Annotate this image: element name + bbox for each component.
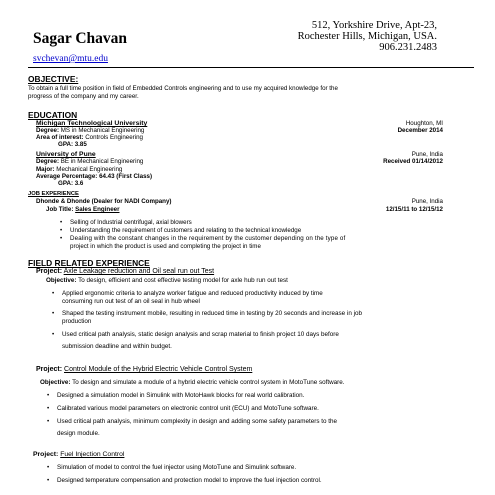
- project1-label: Project:: [36, 268, 63, 275]
- school2-major: Mechanical Engineering: [56, 166, 123, 173]
- school1-date: December 2014: [397, 127, 443, 134]
- address-line-2: Rochester Hills, Michigan, USA.: [297, 31, 437, 42]
- project2-bullet: • Calibrated various model parameters on electronic control unit (ECU) and MotoTune software.: [57, 405, 319, 413]
- school2-date: Received 01/14/2012: [383, 158, 443, 165]
- school2-gpa: GPA: 3.6: [58, 180, 84, 187]
- project3-bullet: • Simulation of model to control the fuel injector using MotoTune and Simulink software.: [57, 464, 296, 472]
- job-bullet: • Understanding the requirement of customers and relating to the technical knowledge: [70, 227, 301, 235]
- school1-location: Houghton, MI: [405, 120, 443, 127]
- project1-objective-label: Objective:: [46, 277, 77, 284]
- project3-title: Fuel Injection Control: [60, 451, 125, 458]
- school2-avg: 64.43 (First Class): [99, 173, 153, 180]
- education-heading: EDUCATION: [28, 110, 78, 120]
- job-heading: JOB EXPERIENCE: [28, 191, 79, 197]
- school2-location: Pune, India: [411, 151, 443, 158]
- project2-bullet: • Designed a simulation model in Simulink with MotoHawk blocks for real world calibration.: [57, 392, 304, 400]
- project1-bullet: • Shaped the testing instrument mobile, resulting in reduced time in testing by 20 seconds and increase in job: [62, 310, 362, 318]
- project2-bullet-continued: design module.: [57, 430, 100, 437]
- phone-number: 906.231.2483: [379, 42, 437, 53]
- school1-interest: Controls Engineering: [85, 134, 143, 141]
- job-bullet: • Selling of Industrial centrifugal, axial blowers: [70, 219, 192, 227]
- address-line-1: 512, Yorkshire Drive, Apt-23,: [311, 20, 437, 31]
- project1-bullet: • Applied ergonomic criteria to analyze worker fatigue and reduced productivity induced by time: [62, 290, 323, 298]
- job-title: Sales Engineer: [75, 206, 120, 213]
- school2-degree-label: Degree:: [36, 158, 60, 165]
- school2-major-label: Major:: [36, 166, 55, 173]
- school2-degree: BE in Mechanical Engineering: [60, 158, 144, 165]
- project3-bullet: • Designed temperature compensation and protection model to improve the fuel injection control.: [57, 477, 322, 485]
- objective-text-line1: To obtain a full time position in field of Embedded Controls engineering and to use my acquired knowledge for the: [28, 85, 338, 92]
- field-experience-heading: FIELD RELATED EXPERIENCE: [28, 258, 150, 268]
- objective-text-line2: progress of the company and my career.: [28, 93, 139, 100]
- project2-bullet: • Used critical path analysis, minimum complexity in design and adding some safety parameters to the: [57, 418, 337, 426]
- project1-bullet: • Used critical path analysis, static design analysis and scrap material to finish project 10 days before: [62, 331, 339, 339]
- job-company: Dhonde & Dhonde (Dealer for NADI Company): [36, 198, 172, 205]
- project1-title: Axle Leakage reduction and Oil seal run out Test: [63, 268, 215, 275]
- school1-name: Michigan Technological University: [36, 120, 148, 127]
- email-link[interactable]: svchevan@mtu.edu: [33, 54, 108, 64]
- school1-degree-label: Degree:: [36, 127, 60, 134]
- job-bullet-continued: project in which the product is used and completing the project in time: [70, 243, 261, 250]
- project1-bullet-continued: consuming run out test of an oil seal in hub wheel: [62, 298, 200, 305]
- project2-title: Control Module of the Hybrid Electric Vehicle Control System: [64, 366, 253, 373]
- project2-objective-label: Objective:: [40, 379, 71, 386]
- school2-avg-label: Average Percentage:: [36, 173, 98, 180]
- project1-bullet-continued: production: [62, 318, 92, 325]
- job-dates: 12/15/11 to 12/15/12: [385, 206, 443, 213]
- school1-interest-label: Area of interest:: [36, 134, 84, 141]
- header-divider: [28, 67, 474, 68]
- project2-label: Project:: [36, 366, 63, 373]
- project3-label: Project:: [33, 451, 59, 458]
- project1-objective: To design, efficient and cost effective testing model for axle hub run out test: [78, 277, 288, 284]
- school1-gpa: GPA: 3.85: [58, 141, 87, 148]
- job-location: Pune, India: [411, 198, 443, 205]
- project1-bullet-continued: submission deadline and within budget.: [62, 343, 172, 350]
- school2-name: University of Pune: [36, 151, 96, 158]
- candidate-name: Sagar Chavan: [33, 30, 128, 47]
- job-title-label: Job Title:: [46, 206, 74, 213]
- school1-degree: MS in Mechanical Engineering: [60, 127, 145, 134]
- job-bullet: • Dealing with the constant changes in the requirement by the customer depending on the type of: [70, 235, 345, 243]
- objective-heading: OBJECTIVE:: [28, 74, 79, 84]
- project2-objective: To design and simulate a module of a hybrid electric vehicle control system in MotoTune software.: [72, 379, 345, 386]
